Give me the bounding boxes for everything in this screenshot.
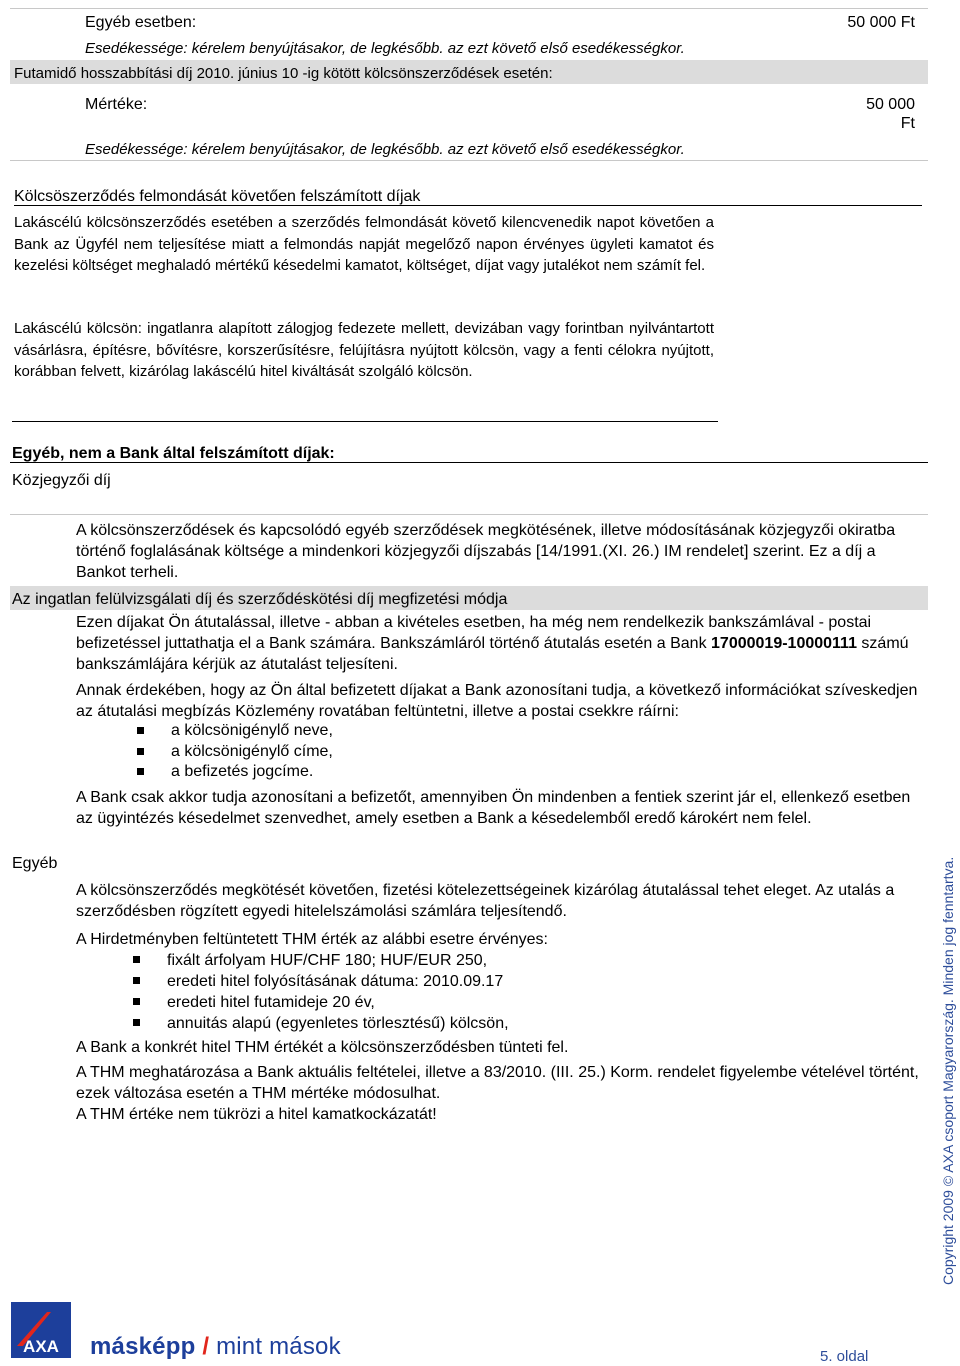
thm-warning: A THM értéke nem tükrözi a hitel kamatkockázatát!	[76, 1106, 437, 1123]
fee-row-amount-unit: Ft	[900, 115, 915, 132]
side-label: Egyéb	[12, 855, 58, 872]
definition-paragraph: Lakáscélú kölcsön: ingatlanra alapított zálogjog fedezete mellett, devizában vagy forintban nyilvántartott vásárlásra, építésre, bővítésre, korszerűsítésre, felújításra nyújtott kölcsön, vagy a fenti célokra nyújtott, korábban felvett, kizárólag lakáscélú hitel kiváltását szolgáló kölcsön.	[14, 320, 714, 380]
termination-paragraph: Lakáscélú kölcsönszerződés esetében a szerződés felmondását követő kilencvenedik napot követően a Bank az Ügyfél nem teljesítése miatt a felmondás napját megelőző napon érvényes ügyleti kamatot és kezelési költséget meghaladó mértékű késedelmi kamatot, költséget, díjat vagy jutalékot nem számít fel.	[14, 214, 714, 274]
payment-paragraph: Ezen díjakat Ön átutalással, illetve - abban a kivételes esetben, ha még nem rendelkezik bankszámlával - postai befizetéssel juttathatja el a Bank számára. Bankszámláról történő átutalás esetén a Bank 17000019-10000111 számú bankszámlájára kérjük az átutalást teljesíteni.	[76, 614, 909, 673]
payment-band-text: Az ingatlan felülvizsgálati díj és szerződéskötési díj megfizetési módja	[12, 591, 508, 608]
bank-account-number: 17000019-10000111	[711, 635, 857, 652]
list-item: eredeti hitel folyósításának dátuma: 2010.09.17	[133, 971, 509, 992]
list-item: a befizetés jogcíme.	[137, 762, 333, 783]
list-item: a kölcsönigénylő címe,	[137, 742, 333, 763]
other-fees-heading: Egyéb, nem a Bank által felszámított díjak:	[12, 445, 335, 462]
notary-label: Közjegyzői díj	[12, 472, 111, 489]
thm-paragraph: A Bank a konkrét hitel THM értékét a kölcsönszerződésben tünteti fel.	[76, 1039, 569, 1056]
list-item: eredeti hitel futamideje 20 év,	[133, 992, 509, 1013]
identification-paragraph: A Bank csak akkor tudja azonosítani a befizetőt, amennyiben Ön mindenben a fentiek szerint jár el, ellenkező esetben az ügyintézés késedelmet szenvedhet, amely esetben a Bank a késedelemből eredő károkért nem felel.	[76, 789, 911, 827]
termination-heading: Kölcsöszerződés felmondását követően felszámított díjak	[14, 188, 421, 205]
page-number: 5. oldal	[820, 1348, 869, 1365]
fee-row-amount: 50 000 Ft	[847, 14, 915, 31]
thm-paragraph: A THM meghatározása a Bank aktuális feltételei, illetve a 83/2010. (III. 25.) Korm. rendelet figyelembe vételével történt, ezek változása esetén a THM mértéke módosulhat.	[76, 1064, 919, 1102]
fee-row-due: Esedékessége: kérelem benyújtásakor, de legkésőbb. az ezt követő első esedékességkor.	[85, 141, 685, 158]
payment-id-list	[137, 721, 333, 783]
thm-list	[133, 950, 509, 1034]
fee-band-text: Futamidő hosszabbítási díj 2010. június 10 -ig kötött kölcsönszerződések esetén:	[14, 65, 553, 82]
logo-text: AXA	[23, 1337, 59, 1356]
payment-id-paragraph: Annak érdekében, hogy az Ön által befizetett díjakat a Bank azonosítani tudja, a következő információkat szíveskedjen az átutalási megbízás Közlemény rovatában feltüntetni, illetve a postai csekkre ráírni:	[76, 682, 918, 720]
list-item: a kölcsönigénylő neve,	[137, 721, 333, 742]
axa-logo	[11, 1302, 71, 1358]
list-item: annuitás alapú (egyenletes törlesztésű) kölcsön,	[133, 1013, 509, 1034]
list-item: fixált árfolyam HUF/CHF 180; HUF/EUR 250,	[133, 950, 509, 971]
fee-row-label: Egyéb esetben:	[85, 14, 197, 31]
notary-text: A kölcsönszerződések és kapcsolódó egyéb szerződések megkötésének, illetve módosításának közjegyzői okiratba történő foglalásának költsége a mindenkori közjegyzői díjszabás [14/1991.(XI. 26.) IM rendelet] szerint. Ez a díj a Bankot terheli.	[76, 522, 896, 581]
fee-row-due: Esedékessége: kérelem benyújtásakor, de legkésőbb. az ezt követő első esedékességkor.	[85, 40, 685, 57]
transfer-paragraph: A kölcsönszerződés megkötését követően, fizetési kötelezettségeinek kizárólag átutalással tehet eleget. Az utalás a szerződésben rögzített egyedi hitelelszámolási számlára teljesítendő.	[76, 882, 895, 920]
fee-row-label: Mértéke:	[85, 96, 148, 113]
copyright-text: Copyright 2009 © AXA csoport Magyarország. Minden jog fenntartva.	[940, 856, 956, 1285]
fee-row-amount: 50 000	[866, 96, 915, 113]
slogan: másképp / mint mások	[90, 1333, 341, 1360]
thm-intro: A Hirdetményben feltüntetett THM érték az alábbi esetre érvényes:	[76, 931, 548, 948]
